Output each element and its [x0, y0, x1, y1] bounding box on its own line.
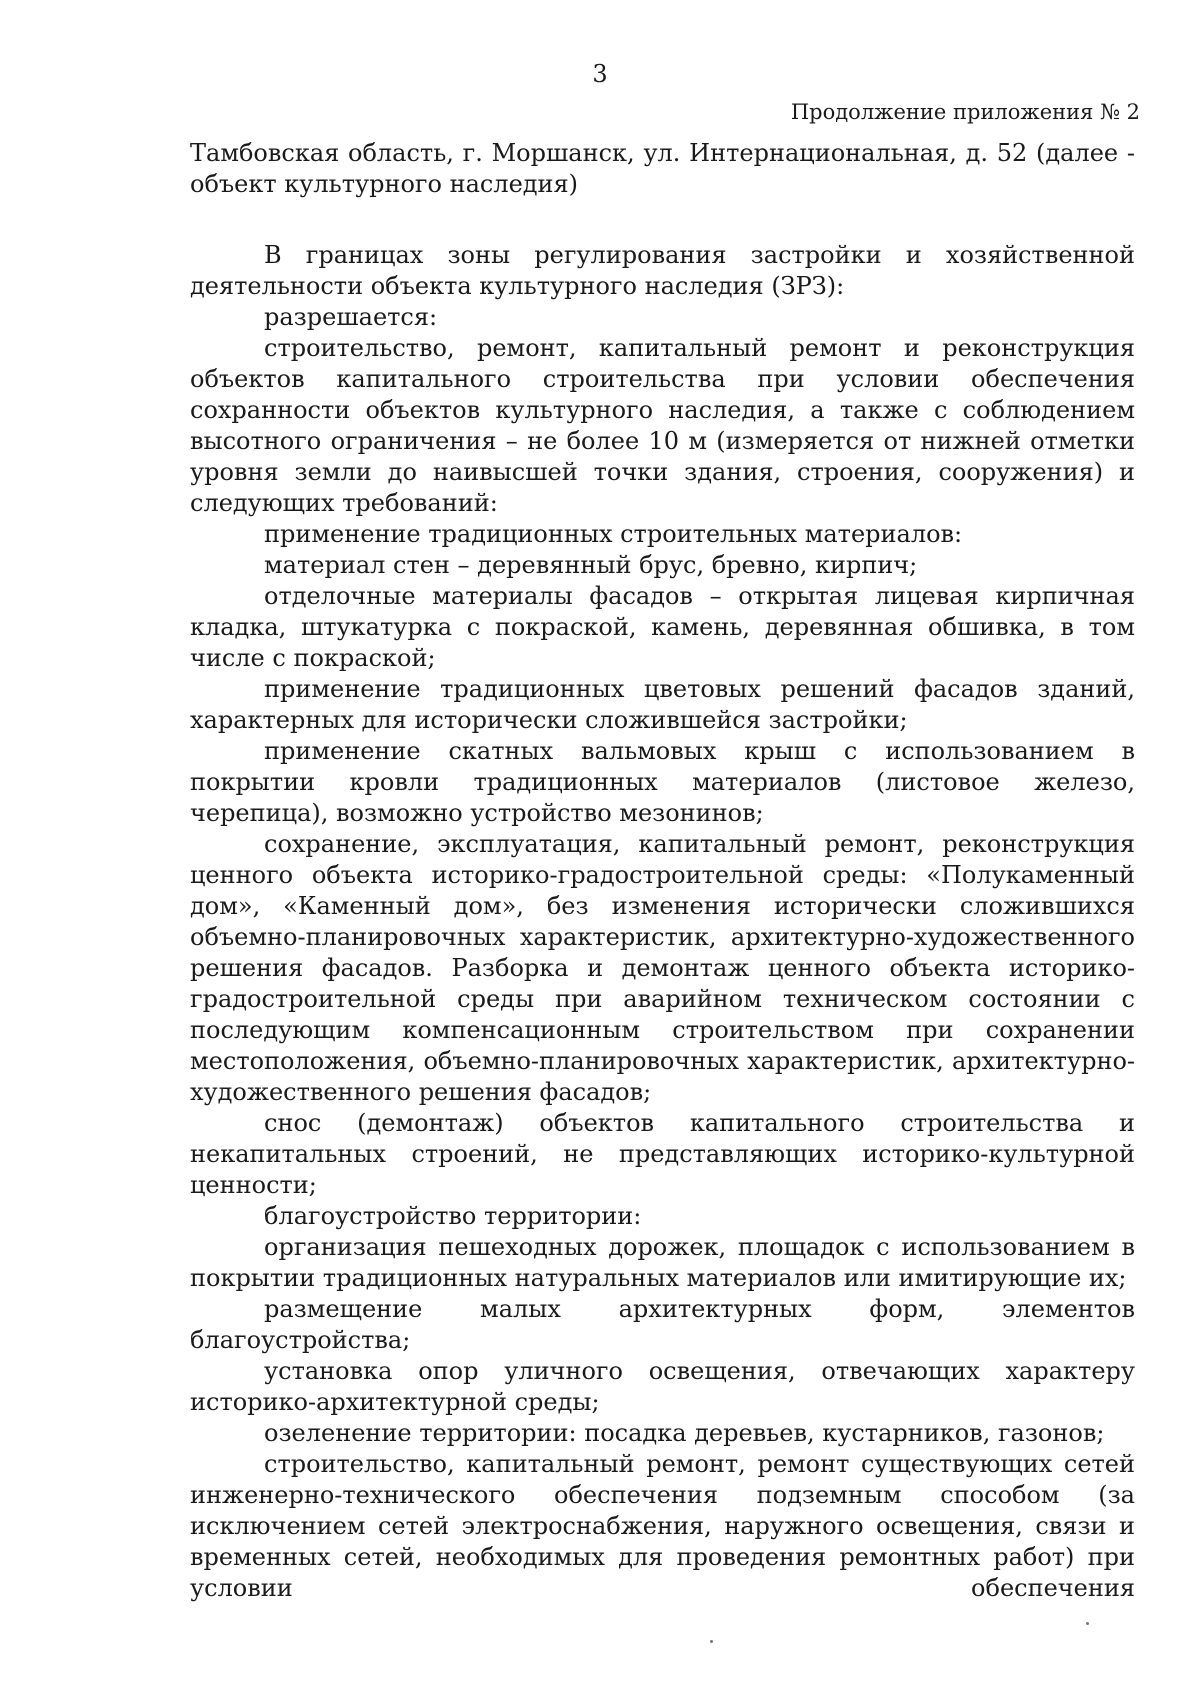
paragraph-roofs: применение скатных вальмовых крыш с использованием в покрытии кровли традиционных материалов (листовое железо, черепица), возможно устройство мезонинов; [190, 737, 1135, 827]
paragraph-utility-networks: строительство, капитальный ремонт, ремонт существующих сетей инженерно-технического обеспечения подземным способом (за исключением сетей электроснабжения, наружного освещения, связи и временных сетей, необходимых для проведения ремонтных работ) при условии обеспечения [190, 1450, 1135, 1602]
paragraph-walkways: организация пешеходных дорожек, площадок с использованием в покрытии традиционных натуральных материалов или имитирующие их; [190, 1233, 1135, 1292]
scan-speck [710, 1640, 713, 1643]
paragraph-small-forms: размещение малых архитектурных форм, элементов благоустройства; [190, 1295, 1135, 1354]
page-number: 3 [592, 60, 608, 88]
paragraph-construction: строительство, ремонт, капитальный ремонт и реконструкция объектов капитального строительства при условии обеспечения сохранности объектов культурного наследия, а также с соблюдением высотного ограничения – не более 10 м (измеряется от нижней отметки уровня земли до наивысшей точки здания, строения, сооружения) и следующих требований: [190, 334, 1135, 517]
document-body [190, 138, 1135, 1604]
paragraph-demolition: снос (демонтаж) объектов капитального строительства и некапитальных строений, не представляющих историко-культурной ценности; [190, 1109, 1135, 1199]
zone-heading-paragraph: В границах зоны регулирования застройки и хозяйственной деятельности объекта культурного наследия (ЗРЗ): [190, 241, 1135, 300]
paragraph-street-lighting: установка опор уличного освещения, отвечающих характеру историко-архитектурной среды; [190, 1357, 1135, 1416]
paragraph-facade-finishes: отделочные материалы фасадов – открытая лицевая кирпичная кладка, штукатурка с покраской, камень, деревянная обшивка, в том числе с покраской; [190, 582, 1135, 672]
paragraph-greenery: озеленение территории: посадка деревьев, кустарников, газонов; [264, 1419, 1105, 1447]
scan-speck [1086, 1622, 1089, 1625]
address-paragraph: Тамбовская область, г. Моршанск, ул. Интернациональная, д. 52 (далее - объект культурного наследия) [190, 139, 1135, 198]
appendix-continuation-label: Продолжение приложения № 2 [790, 100, 1140, 124]
paragraph-wall-material: материал стен – деревянный брус, бревно, кирпич; [264, 551, 918, 579]
paragraph-materials: применение традиционных строительных материалов: [264, 520, 963, 548]
paragraph-landscaping-label: благоустройство территории: [264, 1202, 642, 1230]
paragraph-valuable-objects: сохранение, эксплуатация, капитальный ремонт, реконструкция ценного объекта историко-градостроительной среды: «Полукаменный дом», «Каменный дом», без изменения исторически сложившихся объемно-планировочных характеристик, архитектурно-художественного решения фасадов. Разборка и демонтаж ценного объекта историко-градостроительной среды при аварийном техническом состоянии с последующим компенсационным строительством при сохранении местоположения, объемно-планировочных характеристик, архитектурно-художественного решения фасадов; [190, 830, 1135, 1106]
paragraph-facade-colors: применение традиционных цветовых решений фасадов зданий, характерных для исторически сложившейся застройки; [190, 675, 1135, 734]
permitted-label: разрешается: [264, 303, 438, 331]
